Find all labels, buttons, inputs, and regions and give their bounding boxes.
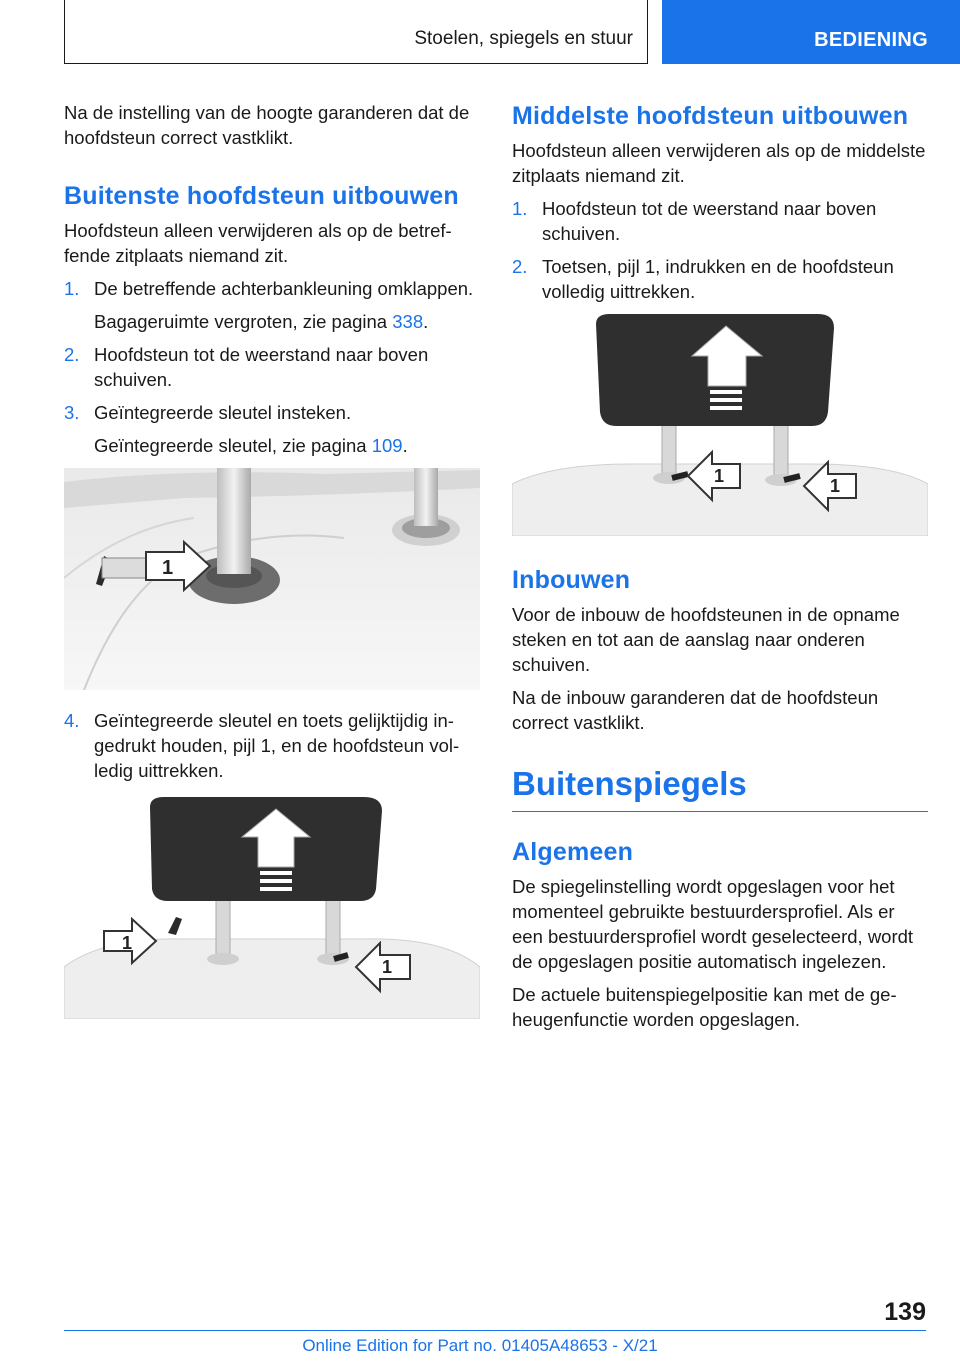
figure-label: 1 [382, 957, 393, 977]
list-item [512, 196, 928, 246]
page-link[interactable]: 109 [371, 435, 403, 456]
header-section-box [64, 0, 648, 64]
list-item [512, 254, 928, 304]
left-column [64, 100, 480, 1037]
figure-headrest-middle [512, 314, 928, 536]
step-number: 2. [64, 344, 80, 365]
list-item [64, 342, 480, 392]
figure-label: 1 [162, 557, 174, 579]
outer-headrest-steps-continued [64, 708, 480, 783]
heading-middle-headrest: Middelste hoofdsteun uitbouwen [512, 102, 909, 130]
page-link[interactable]: 338 [392, 311, 424, 332]
heading-outer-headrest: Buitenste hoofdsteun uitbouwen [64, 182, 459, 210]
figure-headrest-outer [64, 797, 480, 1019]
step-number: 2. [512, 256, 528, 277]
list-item [64, 276, 480, 334]
figure-label: 1 [830, 476, 841, 496]
step-text: Toetsen, pijl 1, indrukken en de hoofdsteun volledig uittrekken. [542, 256, 894, 302]
step-text: Hoofdsteun tot de weerstand naar boven schuiven. [542, 198, 877, 244]
intro-paragraph: Na de instelling van de hoogte garanderen dat de hoofdsteun correct vastklikt. [64, 102, 470, 148]
list-item [64, 708, 480, 783]
step-number: 3. [64, 402, 80, 423]
step-reference: Geïntegreerde sleutel, zie pagina 109. [94, 435, 408, 456]
middle-headrest-paragraph: Hoofdsteun alleen verwijderen als op de middelste zitplaats niemand zit. [512, 140, 926, 186]
list-item [64, 400, 480, 458]
step-text: Geïntegreerde sleutel insteken. [94, 402, 352, 423]
right-column [512, 100, 928, 1040]
inbouwen-paragraph-1: Voor de inbouw de hoofdsteunen in de opname steken en tot aan de aanslag naar onderen schuiven. [512, 604, 900, 675]
page-number: 139 [884, 1298, 926, 1326]
algemeen-paragraph-2: De actuele buitenspiegelpositie kan met de geheugenfunctie worden opgeslagen. [512, 984, 897, 1030]
middle-headrest-steps [512, 196, 928, 304]
section-heading-buitenspiegels: Buitenspiegels [512, 763, 928, 812]
step-reference: Bagageruimte vergroten, zie pagina 338. [94, 311, 429, 332]
step-number: 4. [64, 710, 80, 731]
figure-key-insert [64, 468, 480, 690]
section-title: Stoelen, spiegels en stuur [414, 28, 633, 49]
step-number: 1. [512, 198, 528, 219]
footer-edition: Online Edition for Part no. 01405A48653 - X/21 [302, 1336, 658, 1355]
step-text: Geïntegreerde sleutel en toets gelijktijdig ingedrukt houden, pijl 1, en de hoofdsteun volledig uittrekken. [94, 710, 460, 781]
figure-label: 1 [122, 933, 133, 953]
heading-algemeen: Algemeen [512, 838, 634, 866]
step-text: Hoofdsteun tot de weerstand naar boven schuiven. [94, 344, 429, 390]
footer-divider [64, 1330, 926, 1331]
heading-inbouwen: Inbouwen [512, 566, 631, 594]
algemeen-paragraph-1: De spiegelinstelling wordt opgeslagen voor het momenteel gebruikte bestuurdersprofiel. Als er een bestuurdersprofiel wordt geselecteerd, wordt de opgeslagen positie automatisch ingelezen. [512, 876, 914, 972]
figure-label: 1 [714, 466, 725, 486]
step-number: 1. [64, 278, 80, 299]
outer-headrest-paragraph: Hoofdsteun alleen verwijderen als op de betreffende zitplaats niemand zit. [64, 220, 452, 266]
inbouwen-paragraph-2: Na de inbouw garanderen dat de hoofdsteun correct vastklikt. [512, 687, 879, 733]
outer-headrest-steps [64, 276, 480, 458]
step-text: De betreffende achterbankleuning omklappen. [94, 278, 474, 299]
chapter-tab[interactable]: BEDIENING [662, 0, 960, 64]
